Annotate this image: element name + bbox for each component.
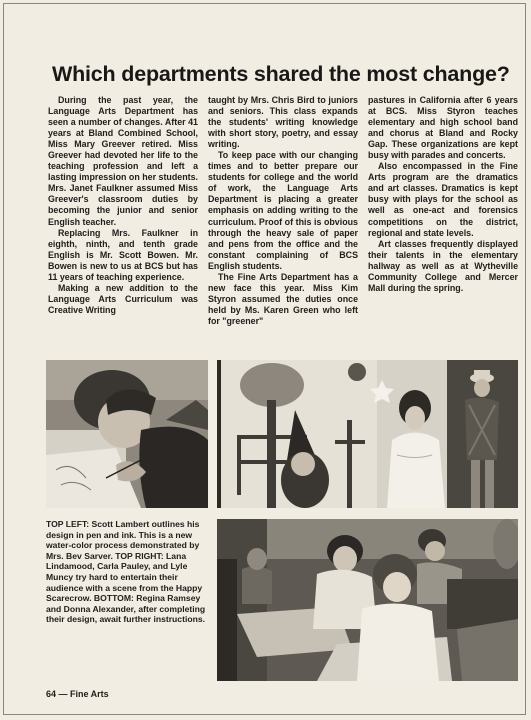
photo-play-scene-image (217, 360, 518, 508)
photo-student-drawing-image (46, 360, 208, 508)
paragraph: During the past year, the Language Arts Department has seen a number of changes. After 41 years at Bland Combined School, Miss Mary Greever retired. Miss Greever had devoted her life to the teaching profession and left a lasting impression on her students. Mrs. Janet Faulkner assumed Miss Greever's classroom duties by becoming the junior and senior English teacher. (48, 95, 198, 227)
photo-top-right (217, 360, 518, 508)
headline: Which departments shared the most change? (52, 62, 510, 86)
text-column-2 (208, 95, 358, 327)
paragraph: Art classes frequently displayed their talents in the elementary hallway as well as at Wytheville Community College and Mercer Mall during the spring. (368, 238, 518, 293)
page-folio: 64 — Fine Arts (46, 689, 109, 699)
paragraph: taught by Mrs. Chris Bird to juniors and seniors. This class expands the students' writing knowledge with short story, poetry, and essay writing. (208, 95, 358, 150)
paragraph: Making a new addition to the Language Arts Curriculum was Creative Writing (48, 282, 198, 315)
text-column-3 (368, 95, 518, 294)
paragraph: pastures in California after 6 years at BCS. Miss Styron teaches elementary and high school band and chorus at Bland and Rocky Gap. These organizations are kept busy with parades and concerts. (368, 95, 518, 161)
paragraph: To keep pace with our changing times and to better prepare our students for college and the world of work, the Language Arts Department is placing a greater emphasis on adding writing to the curriculum. Proof of this is obvious through the heavy sale of paper and pens from the office and the constant complaining of BCS English students. (208, 150, 358, 271)
photo-art-class-image (217, 519, 518, 681)
photo-top-left (46, 360, 208, 508)
paragraph: The Fine Arts Department has a new face this year. Miss Kim Styron assumed the duties once held by Ms. Karen Green who left for "greener" (208, 271, 358, 326)
photo-caption: TOP LEFT: Scott Lambert outlines his design in pen and ink. This is a new water-color process demonstrated by Mrs. Bev Sarver. TOP RIGHT: Lana Lindamood, Carla Pauley, and Lyle Muncy try hard to entertain their audience with a scene from the Happy Scarecrow. BOTTOM: Regina Ramsey and Donna Alexander, after completing their design, await further instructions. (46, 519, 206, 625)
paragraph: Also encompassed in the Fine Arts program are the dramatics and art classes. Dramatics is kept busy with plays for the school as well as one-act and forensics competitions on the district, regional and state levels. (368, 161, 518, 238)
paragraph: Replacing Mrs. Faulkner in eighth, ninth, and tenth grade English is Mr. Scott Bowen. Mr. Bowen is new to us at BCS but has 11 years of teaching experience. (48, 227, 198, 282)
text-column-1 (48, 95, 198, 316)
photo-bottom (217, 519, 518, 681)
